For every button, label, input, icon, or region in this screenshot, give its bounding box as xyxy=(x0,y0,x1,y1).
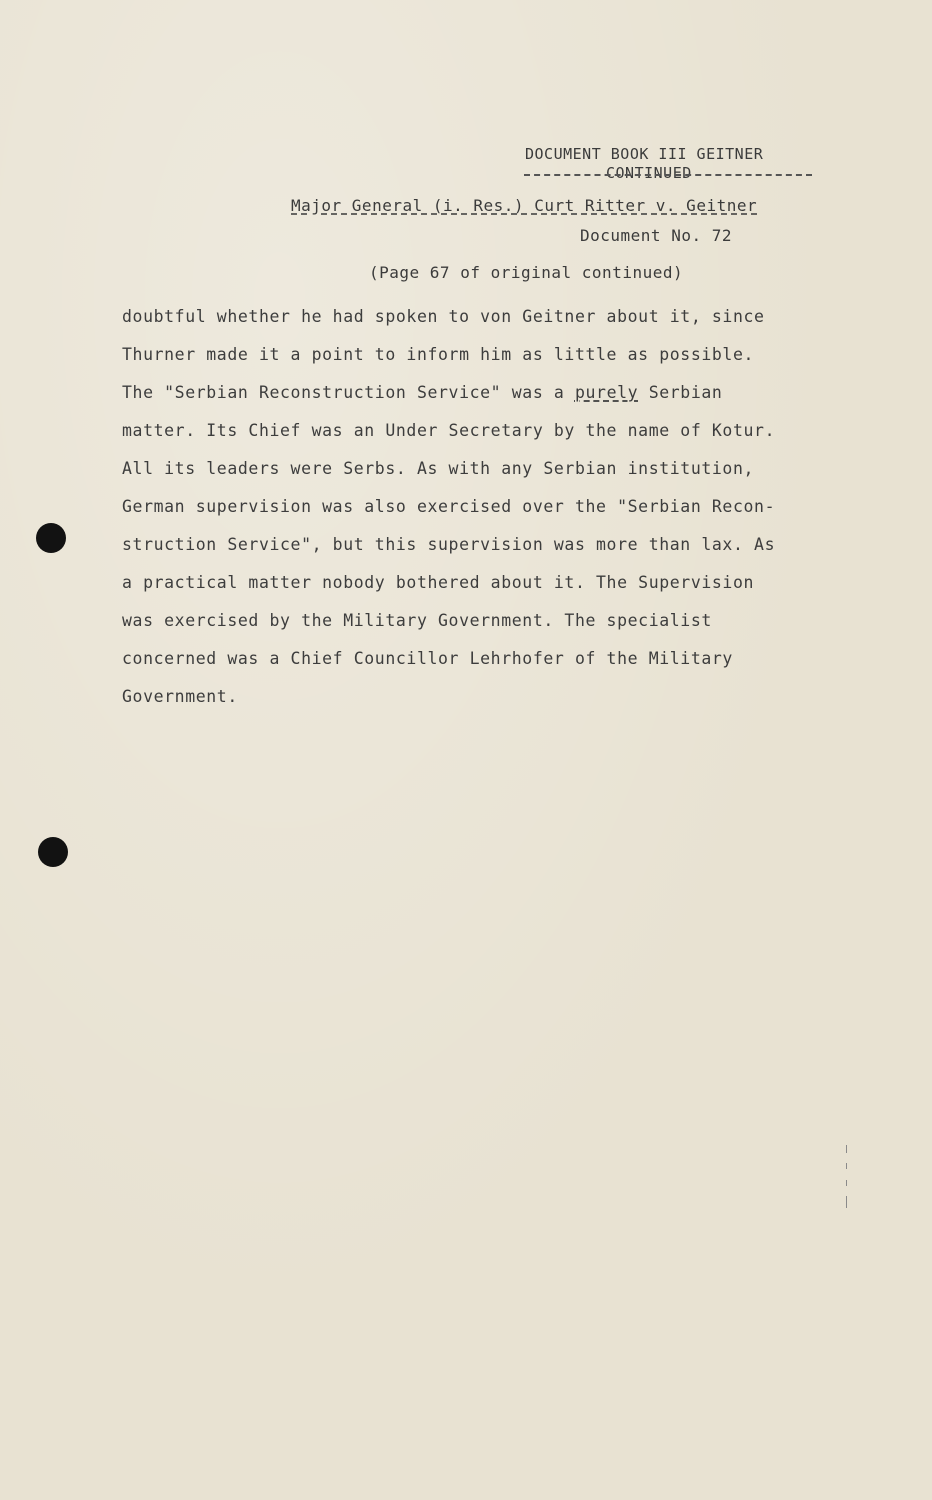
body-line: Government. xyxy=(122,687,238,706)
margin-mark xyxy=(846,1163,847,1169)
document-book-header: DOCUMENT BOOK III GEITNER xyxy=(525,145,764,163)
document-number: Document No. 72 xyxy=(580,226,732,245)
body-line: concerned was a Chief Councillor Lehrhofer of the Military xyxy=(122,649,733,668)
punch-hole xyxy=(38,837,68,867)
body-line xyxy=(122,374,842,412)
author-line: Major General (i. Res.) Curt Ritter v. Geitner xyxy=(291,196,758,215)
body-line-segment: Serbian xyxy=(638,383,723,402)
dashed-rule xyxy=(524,174,812,176)
underlined-word: purely xyxy=(574,383,639,402)
body-line: was exercised by the Military Government. The specialist xyxy=(122,611,712,630)
body-line: German supervision was also exercised over the "Serbian Recon- xyxy=(122,497,776,516)
body-line: All its leaders were Serbs. As with any Serbian institution, xyxy=(122,459,755,478)
body-text xyxy=(122,298,842,716)
body-line: a practical matter nobody bothered about it. The Supervision xyxy=(122,573,755,592)
margin-mark xyxy=(846,1196,847,1208)
body-line: matter. Its Chief was an Under Secretary by the name of Kotur. xyxy=(122,421,776,440)
continued-label: CONTINUED xyxy=(606,164,692,182)
punch-hole xyxy=(36,523,66,553)
margin-mark xyxy=(846,1180,847,1186)
body-line: doubtful whether he had spoken to von Geitner about it, since xyxy=(122,307,765,326)
page-note: (Page 67 of original continued) xyxy=(369,263,684,282)
body-line: struction Service", but this supervision was more than lax. As xyxy=(122,535,776,554)
body-line: Thurner made it a point to inform him as little as possible. xyxy=(122,345,755,364)
margin-mark xyxy=(846,1145,847,1153)
body-line-segment: The "Serbian Reconstruction Service" was a xyxy=(122,383,575,402)
